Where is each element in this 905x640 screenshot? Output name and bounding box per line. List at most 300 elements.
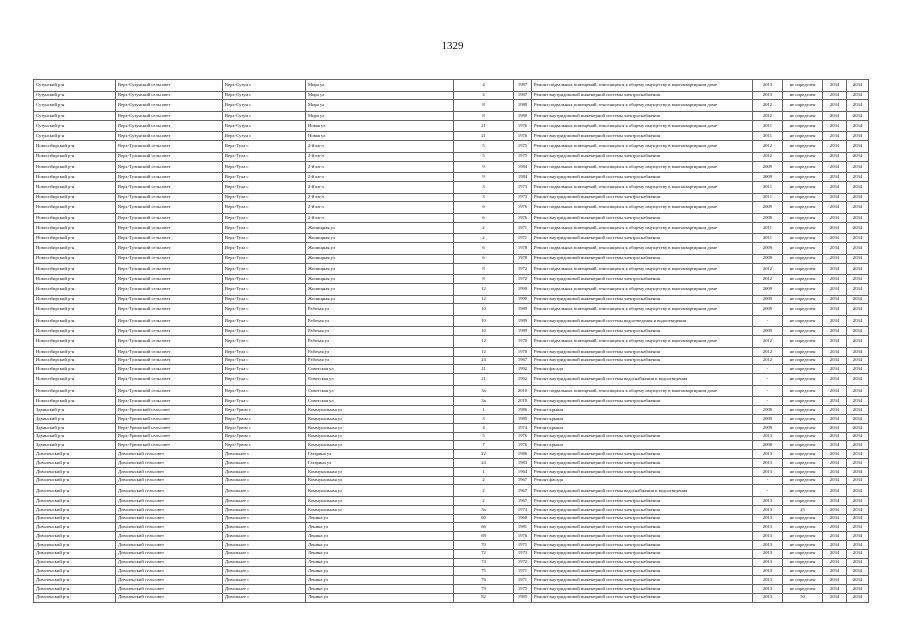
plan-end-cell: 2034 (847, 213, 869, 222)
street-cell: 2-й кв-л (306, 193, 454, 202)
plan-end-cell: 2034 (847, 193, 869, 202)
street-cell: Новая ул (306, 120, 454, 132)
build-year-cell: 1971 (514, 222, 532, 234)
plan-end-cell: 2034 (847, 315, 869, 327)
house-number-cell: 3 (454, 193, 514, 202)
table-row (34, 347, 869, 356)
privatization-year-cell: 2013 (753, 450, 783, 459)
house-number-cell: 2 (454, 485, 514, 497)
street-cell: Советская ул (306, 397, 454, 406)
table-row (34, 505, 869, 514)
settlement-cell: Верх-Сузун с (223, 100, 306, 112)
district-cell: Новосибирский р-н (34, 161, 116, 173)
district-cell: Новосибирский р-н (34, 181, 116, 193)
work-type-cell: Ремонт внутридомовой инженерной системы водоотведения и водоотведения (532, 315, 753, 327)
plan-start-cell: 2034 (823, 243, 847, 255)
municipality-cell: Верх-Тулинский сельсовет (116, 234, 223, 243)
settlement-cell: Верх-Тула с (223, 243, 306, 255)
street-cell: Жилищная ул (306, 243, 454, 255)
district-cell: Доволенский р-н (34, 485, 116, 497)
privatization-year-cell: - (753, 374, 783, 386)
street-cell: Коммунальная ул (306, 497, 454, 506)
municipality-cell: Верх-Тулинский сельсовет (116, 141, 223, 153)
wear-cell: не определен (783, 275, 823, 284)
house-number-cell: 10 (454, 304, 514, 316)
municipality-cell: Верх-Тулинский сельсовет (116, 181, 223, 193)
plan-start-cell: 2034 (823, 441, 847, 450)
house-number-cell: 12 (454, 336, 514, 348)
district-cell: Новосибирский р-н (34, 397, 116, 406)
table-row (34, 254, 869, 263)
work-type-cell: Ремонт внутридомовой инженерной системы водоснабжения и водоотведения (532, 374, 753, 386)
plan-end-cell: 2034 (847, 567, 869, 576)
privatization-year-cell: 2011 (753, 120, 783, 132)
house-number-cell: 2 (454, 222, 514, 234)
district-cell: Доволенский р-н (34, 467, 116, 476)
build-year-cell: 1976 (514, 132, 532, 141)
table-row (34, 476, 869, 485)
wear-cell: не определен (783, 365, 823, 374)
settlement-cell: Довольное с (223, 576, 306, 585)
plan-end-cell: 2034 (847, 374, 869, 386)
house-number-cell: 24 (454, 459, 514, 468)
plan-start-cell: 2034 (823, 327, 847, 336)
house-number-cell: 4 (454, 80, 514, 92)
work-type-cell: Ремонт внутридомовой инженерной системы электроснабжения (532, 497, 753, 506)
privatization-year-cell: 2013 (753, 523, 783, 532)
plan-start-cell: 2034 (823, 467, 847, 476)
municipality-cell: Верх-Тулинский сельсовет (116, 304, 223, 316)
settlement-cell: Верх-Тула с (223, 275, 306, 284)
plan-start-cell: 2034 (823, 584, 847, 593)
wear-cell: не определен (783, 356, 823, 365)
municipality-cell: Верх-Тулинский сельсовет (116, 295, 223, 304)
wear-cell: не определен (783, 523, 823, 532)
settlement-cell: Довольное с (223, 584, 306, 593)
work-type-cell: Ремонт внутридомовой инженерной системы электроснабжения (532, 111, 753, 120)
street-cell: Мира ул (306, 91, 454, 100)
build-year-cell: 1990 (514, 283, 532, 295)
municipality-cell: Доволенский сельсовет (116, 532, 223, 541)
work-type-cell: Ремонт подвальных помещений, относящихся к общему имуществу в многоквартирном доме (532, 222, 753, 234)
work-type-cell: Ремонт внутридомовой инженерной системы электроснабжения (532, 505, 753, 514)
plan-start-cell: 2034 (823, 132, 847, 141)
table-row (34, 593, 869, 602)
street-cell: Жилищная ул (306, 234, 454, 243)
build-year-cell: 1967 (514, 356, 532, 365)
plan-start-cell: 2034 (823, 497, 847, 506)
plan-start-cell: 2034 (823, 514, 847, 523)
settlement-cell: Верх-Тула с (223, 181, 306, 193)
table-row (34, 385, 869, 397)
municipality-cell: Верх-Урюмский сельсовет (116, 406, 223, 415)
street-cell: 2-й кв-л (306, 202, 454, 214)
wear-cell: не определен (783, 120, 823, 132)
municipality-cell: Верх-Тулинский сельсовет (116, 254, 223, 263)
table-row (34, 91, 869, 100)
plan-end-cell: 2034 (847, 295, 869, 304)
street-cell: Ленина ул (306, 567, 454, 576)
municipality-cell: Верх-Тулинский сельсовет (116, 222, 223, 234)
work-type-cell: Ремонт внутридомовой инженерной системы электроснабжения (532, 593, 753, 602)
table-row (34, 100, 869, 112)
municipality-cell: Верх-Урюмский сельсовет (116, 432, 223, 441)
plan-start-cell: 2034 (823, 476, 847, 485)
build-year-cell: 1987 (514, 80, 532, 92)
plan-end-cell: 2034 (847, 441, 869, 450)
capital-repair-table (33, 79, 869, 603)
plan-start-cell: 2034 (823, 485, 847, 497)
build-year-cell: 1967 (514, 476, 532, 485)
municipality-cell: Доволенский сельсовет (116, 593, 223, 602)
municipality-cell: Доволенский сельсовет (116, 523, 223, 532)
plan-start-cell: 2034 (823, 523, 847, 532)
plan-end-cell: 2034 (847, 202, 869, 214)
street-cell: 2-й кв-л (306, 213, 454, 222)
district-cell: Новосибирский р-н (34, 213, 116, 222)
work-type-cell: Ремонт внутридомовой инженерной системы электроснабжения (532, 514, 753, 523)
settlement-cell: Верх-Тула с (223, 152, 306, 161)
table-row (34, 374, 869, 386)
build-year-cell: 1970 (514, 336, 532, 348)
settlement-cell: Верх-Тула с (223, 327, 306, 336)
plan-end-cell: 2034 (847, 423, 869, 432)
house-number-cell: 21 (454, 365, 514, 374)
street-cell: Коммунальная ул (306, 415, 454, 424)
settlement-cell: Верх-Тула с (223, 263, 306, 275)
work-type-cell: Ремонт внутридомовой инженерной системы электроснабжения (532, 91, 753, 100)
plan-end-cell: 2034 (847, 523, 869, 532)
municipality-cell: Верх-Тулинский сельсовет (116, 336, 223, 348)
build-year-cell: 1968 (514, 514, 532, 523)
district-cell: Новосибирский р-н (34, 193, 116, 202)
district-cell: Здвинский р-н (34, 406, 116, 415)
table-row (34, 432, 869, 441)
municipality-cell: Доволенский сельсовет (116, 476, 223, 485)
wear-cell: не определен (783, 100, 823, 112)
plan-end-cell: 2034 (847, 91, 869, 100)
privatization-year-cell: 2009 (753, 295, 783, 304)
municipality-cell: Доволенский сельсовет (116, 584, 223, 593)
municipality-cell: Верх-Урюмский сельсовет (116, 441, 223, 450)
house-number-cell: 3 (454, 415, 514, 424)
plan-start-cell: 2034 (823, 254, 847, 263)
privatization-year-cell: 2013 (753, 558, 783, 567)
wear-cell: 50 (783, 593, 823, 602)
privatization-year-cell: 2013 (753, 505, 783, 514)
street-cell: 2-й кв-л (306, 161, 454, 173)
plan-end-cell: 2034 (847, 476, 869, 485)
build-year-cell: 1989 (514, 327, 532, 336)
plan-start-cell: 2034 (823, 295, 847, 304)
house-number-cell: 12 (454, 283, 514, 295)
plan-end-cell: 2034 (847, 576, 869, 585)
settlement-cell: Довольное с (223, 532, 306, 541)
table-row (34, 423, 869, 432)
build-year-cell: 1976 (514, 441, 532, 450)
municipality-cell: Верх-Урюмский сельсовет (116, 423, 223, 432)
district-cell: Доволенский р-н (34, 576, 116, 585)
municipality-cell: Верх-Тулинский сельсовет (116, 347, 223, 356)
wear-cell: не определен (783, 304, 823, 316)
street-cell: Коммунальная ул (306, 467, 454, 476)
plan-end-cell: 2034 (847, 558, 869, 567)
build-year-cell: 1973 (514, 181, 532, 193)
plan-start-cell: 2034 (823, 275, 847, 284)
municipality-cell: Верх-Сузунский сельсовет (116, 100, 223, 112)
municipality-cell: Верх-Тулинский сельсовет (116, 374, 223, 386)
build-year-cell: 1985 (514, 415, 532, 424)
street-cell: Мира ул (306, 80, 454, 92)
house-number-cell: 68 (454, 532, 514, 541)
table-row (34, 263, 869, 275)
privatization-year-cell: 2012 (753, 356, 783, 365)
district-cell: Доволенский р-н (34, 459, 116, 468)
settlement-cell: Верх-Тула с (223, 336, 306, 348)
table-row (34, 327, 869, 336)
plan-start-cell: 2034 (823, 356, 847, 365)
table-row (34, 584, 869, 593)
district-cell: Доволенский р-н (34, 567, 116, 576)
table-row (34, 406, 869, 415)
privatization-year-cell: 2011 (753, 234, 783, 243)
street-cell: Коммунальная ул (306, 485, 454, 497)
table-row (34, 549, 869, 558)
municipality-cell: Верх-Тулинский сельсовет (116, 327, 223, 336)
privatization-year-cell: 2013 (753, 497, 783, 506)
street-cell: Рабочая ул (306, 347, 454, 356)
work-type-cell: Ремонт внутридомовой инженерной системы электроснабжения (532, 541, 753, 550)
district-cell: Новосибирский р-н (34, 327, 116, 336)
wear-cell: не определен (783, 432, 823, 441)
privatization-year-cell: 2013 (753, 467, 783, 476)
settlement-cell: Верх-Тула с (223, 374, 306, 386)
street-cell: Советская ул (306, 365, 454, 374)
wear-cell: не определен (783, 243, 823, 255)
build-year-cell: 1986 (514, 450, 532, 459)
plan-start-cell: 2034 (823, 541, 847, 550)
plan-start-cell: 2034 (823, 576, 847, 585)
plan-start-cell: 2034 (823, 567, 847, 576)
privatization-year-cell: - (753, 315, 783, 327)
work-type-cell: Ремонт подвальных помещений, относящихся к общему имуществу в многоквартирном доме (532, 161, 753, 173)
plan-end-cell: 2034 (847, 100, 869, 112)
settlement-cell: Довольное с (223, 541, 306, 550)
district-cell: Новосибирский р-н (34, 336, 116, 348)
table-row (34, 193, 869, 202)
privatization-year-cell: 2013 (753, 432, 783, 441)
table-row (34, 415, 869, 424)
settlement-cell: Довольное с (223, 558, 306, 567)
build-year-cell: 1967 (514, 485, 532, 497)
build-year-cell: 1976 (514, 213, 532, 222)
district-cell: Доволенский р-н (34, 523, 116, 532)
house-number-cell: 1 (454, 467, 514, 476)
build-year-cell: 1974 (514, 423, 532, 432)
plan-start-cell: 2034 (823, 505, 847, 514)
work-type-cell: Ремонт подвальных помещений, относящихся к общему имуществу в многоквартирном доме (532, 202, 753, 214)
wear-cell: не определен (783, 222, 823, 234)
municipality-cell: Верх-Тулинский сельсовет (116, 193, 223, 202)
wear-cell: не определен (783, 254, 823, 263)
wear-cell: не определен (783, 80, 823, 92)
privatization-year-cell: 2009 (753, 283, 783, 295)
build-year-cell: 1985 (514, 593, 532, 602)
privatization-year-cell: 2009 (753, 254, 783, 263)
settlement-cell: Довольное с (223, 593, 306, 602)
house-number-cell: 75 (454, 567, 514, 576)
table-row (34, 243, 869, 255)
privatization-year-cell: 2011 (753, 193, 783, 202)
wear-cell: не определен (783, 532, 823, 541)
privatization-year-cell: 2013 (753, 514, 783, 523)
district-cell: Новосибирский р-н (34, 275, 116, 284)
street-cell: Ленина ул (306, 593, 454, 602)
municipality-cell: Верх-Тулинский сельсовет (116, 161, 223, 173)
privatization-year-cell: 2008 (753, 441, 783, 450)
house-number-cell: 7 (454, 441, 514, 450)
wear-cell: не определен (783, 181, 823, 193)
plan-end-cell: 2034 (847, 181, 869, 193)
municipality-cell: Доволенский сельсовет (116, 485, 223, 497)
plan-start-cell: 2034 (823, 365, 847, 374)
settlement-cell: Верх-Урюм с (223, 415, 306, 424)
plan-end-cell: 2034 (847, 415, 869, 424)
build-year-cell: 2010 (514, 397, 532, 406)
house-number-cell: 24 (454, 356, 514, 365)
plan-start-cell: 2034 (823, 111, 847, 120)
table-row (34, 450, 869, 459)
settlement-cell: Довольное с (223, 505, 306, 514)
municipality-cell: Доволенский сельсовет (116, 549, 223, 558)
plan-end-cell: 2034 (847, 347, 869, 356)
privatization-year-cell: 2013 (753, 584, 783, 593)
work-type-cell: Ремонт внутридомовой инженерной системы электроснабжения (532, 193, 753, 202)
house-number-cell: 12 (454, 295, 514, 304)
settlement-cell: Верх-Тула с (223, 365, 306, 374)
wear-cell: не определен (783, 541, 823, 550)
municipality-cell: Доволенский сельсовет (116, 505, 223, 514)
wear-cell: не определен (783, 450, 823, 459)
privatization-year-cell: - (753, 397, 783, 406)
table-row (34, 441, 869, 450)
work-type-cell: Ремонт крыши (532, 423, 753, 432)
settlement-cell: Верх-Сузун с (223, 80, 306, 92)
settlement-cell: Верх-Тула с (223, 356, 306, 365)
table-row (34, 80, 869, 92)
privatization-year-cell: 2013 (753, 80, 783, 92)
district-cell: Доволенский р-н (34, 514, 116, 523)
table-row (34, 336, 869, 348)
plan-end-cell: 2034 (847, 234, 869, 243)
privatization-year-cell: 2009 (753, 243, 783, 255)
work-type-cell: Ремонт внутридомовой инженерной системы водоснабжения и водоотведения (532, 485, 753, 497)
wear-cell: не определен (783, 397, 823, 406)
plan-start-cell: 2034 (823, 593, 847, 602)
street-cell: Гагарина ул (306, 450, 454, 459)
build-year-cell: 1978 (514, 254, 532, 263)
municipality-cell: Верх-Тулинский сельсовет (116, 275, 223, 284)
plan-end-cell: 2034 (847, 132, 869, 141)
municipality-cell: Доволенский сельсовет (116, 450, 223, 459)
table-row (34, 213, 869, 222)
work-type-cell: Ремонт внутридомовой инженерной системы электроснабжения (532, 467, 753, 476)
plan-start-cell: 2034 (823, 450, 847, 459)
work-type-cell: Ремонт крыши (532, 406, 753, 415)
settlement-cell: Довольное с (223, 467, 306, 476)
build-year-cell: 1987 (514, 91, 532, 100)
plan-start-cell: 2034 (823, 406, 847, 415)
settlement-cell: Довольное с (223, 523, 306, 532)
plan-start-cell: 2034 (823, 304, 847, 316)
wear-cell: не определен (783, 558, 823, 567)
privatization-year-cell: - (753, 485, 783, 497)
street-cell: 2-й кв-л (306, 173, 454, 182)
privatization-year-cell: 2013 (753, 593, 783, 602)
wear-cell: не определен (783, 514, 823, 523)
settlement-cell: Верх-Тула с (223, 141, 306, 153)
plan-start-cell: 2034 (823, 283, 847, 295)
wear-cell: не определен (783, 441, 823, 450)
district-cell: Новосибирский р-н (34, 234, 116, 243)
plan-start-cell: 2034 (823, 374, 847, 386)
privatization-year-cell: 2009 (753, 415, 783, 424)
street-cell: Коммунальная ул (306, 423, 454, 432)
municipality-cell: Верх-Сузунский сельсовет (116, 132, 223, 141)
municipality-cell: Верх-Тулинский сельсовет (116, 315, 223, 327)
build-year-cell: 1989 (514, 315, 532, 327)
municipality-cell: Верх-Тулинский сельсовет (116, 283, 223, 295)
build-year-cell: 1972 (514, 558, 532, 567)
district-cell: Доволенский р-н (34, 549, 116, 558)
wear-cell: не определен (783, 549, 823, 558)
district-cell: Доволенский р-н (34, 532, 116, 541)
work-type-cell: Ремонт подвальных помещений, относящихся к общему имуществу в многоквартирном доме (532, 336, 753, 348)
build-year-cell: 1967 (514, 497, 532, 506)
plan-start-cell: 2034 (823, 141, 847, 153)
house-number-cell: 66 (454, 523, 514, 532)
build-year-cell: 1975 (514, 541, 532, 550)
plan-start-cell: 2034 (823, 385, 847, 397)
settlement-cell: Довольное с (223, 549, 306, 558)
plan-start-cell: 2034 (823, 459, 847, 468)
street-cell: Ленина ул (306, 541, 454, 550)
house-number-cell: 3а (454, 505, 514, 514)
wear-cell: не определен (783, 374, 823, 386)
house-number-cell: 6 (454, 213, 514, 222)
table-row (34, 356, 869, 365)
settlement-cell: Верх-Тула с (223, 222, 306, 234)
municipality-cell: Доволенский сельсовет (116, 576, 223, 585)
build-year-cell: 1978 (514, 243, 532, 255)
settlement-cell: Верх-Сузун с (223, 111, 306, 120)
street-cell: Жилищная ул (306, 254, 454, 263)
street-cell: Жилищная ул (306, 295, 454, 304)
house-number-cell: 5 (454, 432, 514, 441)
plan-start-cell: 2034 (823, 181, 847, 193)
table-row (34, 532, 869, 541)
settlement-cell: Верх-Тула с (223, 234, 306, 243)
district-cell: Здвинский р-н (34, 441, 116, 450)
house-number-cell: 3а (454, 397, 514, 406)
work-type-cell: Ремонт внутридомовой инженерной системы электроснабжения (532, 450, 753, 459)
table-row (34, 222, 869, 234)
plan-start-cell: 2034 (823, 415, 847, 424)
table-row (34, 132, 869, 141)
street-cell: 2-й кв-л (306, 152, 454, 161)
work-type-cell: Ремонт подвальных помещений, относящихся к общему имуществу в многоквартирном доме (532, 243, 753, 255)
district-cell: Здвинский р-н (34, 415, 116, 424)
